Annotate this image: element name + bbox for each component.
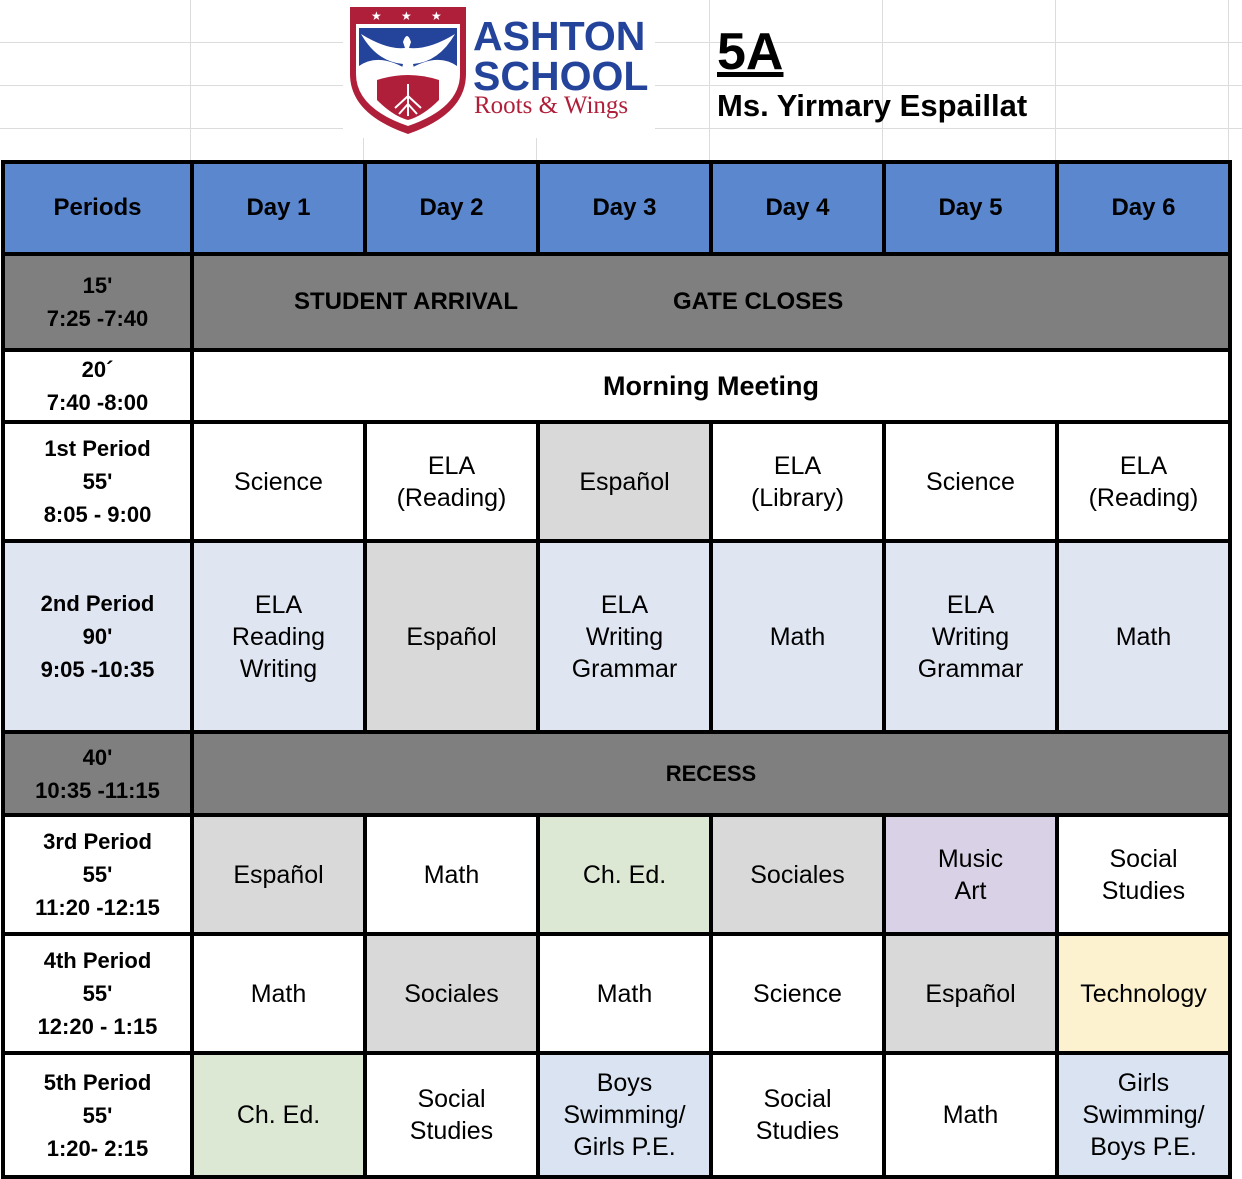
subject-line: Ch. Ed. <box>582 860 667 889</box>
column-header[interactable]: Day 3 <box>538 162 711 254</box>
subject-cell[interactable] <box>884 1053 1057 1177</box>
period-4-row <box>3 934 1230 1053</box>
period-name: 5th Period <box>43 1069 152 1095</box>
subject-line: Writing <box>585 622 664 651</box>
subject-line: Grammar <box>571 654 678 683</box>
period-duration: 55' <box>82 469 113 494</box>
subject-line: Sociales <box>404 979 499 1008</box>
subject-cell[interactable] <box>884 422 1057 541</box>
period-cell[interactable] <box>3 732 192 815</box>
subject-cell[interactable] <box>711 541 884 732</box>
subject-line: Swimming/ <box>1082 1101 1205 1129</box>
subject-cell[interactable] <box>884 934 1057 1053</box>
column-header[interactable]: Day 4 <box>711 162 884 254</box>
gate-closes-label: GATE CLOSES <box>673 288 844 315</box>
arrival-cell[interactable] <box>192 254 1230 350</box>
class-code: 5A <box>717 23 784 81</box>
subject-cell[interactable] <box>192 934 365 1053</box>
period-cell[interactable] <box>3 422 192 541</box>
period-time: 7:40 -8:00 <box>46 390 149 415</box>
subject-line: Ch. Ed. <box>236 1101 321 1129</box>
recess-row <box>3 732 1230 815</box>
period-5-row <box>3 1053 1230 1177</box>
subject-line: Math <box>423 860 480 889</box>
svg-text:★: ★ <box>401 9 412 23</box>
subject-line: Science <box>753 979 842 1008</box>
subject-cell[interactable] <box>365 934 538 1053</box>
period-time: 1:20- 2:15 <box>46 1135 149 1161</box>
subject-line: Writing <box>239 654 318 683</box>
subject-line: ELA <box>600 590 649 619</box>
subject-line: Girls P.E. <box>573 1133 676 1161</box>
subject-cell[interactable] <box>365 541 538 732</box>
school-name-line1: ASHTON <box>473 13 646 59</box>
subject-line: Science <box>234 467 323 496</box>
subject-line: Social <box>1109 844 1178 873</box>
subject-line: Math <box>1115 622 1172 651</box>
meeting-row <box>3 350 1230 422</box>
period-cell[interactable] <box>3 541 192 732</box>
subject-cell[interactable] <box>192 815 365 934</box>
subject-cell[interactable] <box>538 815 711 934</box>
period-1-row <box>3 422 1230 541</box>
subject-line: Studies <box>755 1117 840 1145</box>
subject-line: Boys P.E. <box>1090 1133 1197 1161</box>
period-time: 9:05 -10:35 <box>40 657 155 682</box>
subject-cell[interactable] <box>538 541 711 732</box>
grid-line <box>190 0 191 162</box>
subject-line: ELA <box>1119 451 1168 480</box>
subject-cell[interactable] <box>365 815 538 934</box>
shield-emblem-icon <box>347 4 469 136</box>
subject-cell[interactable] <box>192 541 365 732</box>
subject-line: Social <box>763 1085 832 1113</box>
period-duration: 40' <box>82 744 113 770</box>
subject-cell[interactable] <box>711 1053 884 1177</box>
subject-cell[interactable] <box>538 934 711 1053</box>
subject-line: Girls <box>1117 1069 1170 1097</box>
subject-line: (Reading) <box>396 483 507 512</box>
arrival-row <box>3 254 1230 350</box>
subject-line: (Reading) <box>1088 483 1199 512</box>
subject-cell[interactable] <box>711 422 884 541</box>
subject-line: Español <box>579 467 670 496</box>
subject-line: Math <box>942 1101 999 1129</box>
period-3-row <box>3 815 1230 934</box>
subject-line: ELA <box>427 451 476 480</box>
period-time: 7:25 -7:40 <box>46 306 149 331</box>
svg-text:★: ★ <box>431 9 442 23</box>
subject-line: Art <box>954 876 987 905</box>
subject-line: Technology <box>1080 979 1207 1008</box>
period-duration: 20´ <box>81 357 114 382</box>
period-name: 2nd Period <box>40 591 155 616</box>
subject-line: Español <box>925 979 1016 1008</box>
subject-line: Math <box>596 979 653 1008</box>
grid-line <box>882 0 883 162</box>
period-time: 12:20 - 1:15 <box>37 1014 158 1039</box>
subject-cell[interactable] <box>538 422 711 541</box>
column-header[interactable]: Day 5 <box>884 162 1057 254</box>
column-header[interactable]: Periods <box>3 162 192 254</box>
recess-cell[interactable]: RECESS <box>192 732 1230 815</box>
subject-line: Studies <box>409 1117 494 1145</box>
period-cell[interactable] <box>3 254 192 350</box>
subject-line: Music <box>937 844 1004 873</box>
header-row <box>3 162 1230 254</box>
period-duration: 55' <box>82 981 113 1006</box>
period-cell[interactable] <box>3 934 192 1053</box>
column-header[interactable]: Day 2 <box>365 162 538 254</box>
grid-line <box>1228 0 1229 162</box>
period-time: 10:35 -11:15 <box>35 777 160 803</box>
subject-cell[interactable] <box>1057 422 1230 541</box>
period-name: 1st Period <box>44 436 151 461</box>
morning-meeting-cell[interactable]: Morning Meeting <box>192 350 1230 422</box>
subject-cell[interactable] <box>1057 541 1230 732</box>
student-arrival-label: STUDENT ARRIVAL <box>294 288 518 315</box>
svg-text:★: ★ <box>371 9 382 23</box>
subject-line: Social <box>417 1085 486 1113</box>
subject-cell[interactable] <box>1057 815 1230 934</box>
subject-cell[interactable] <box>711 815 884 934</box>
subject-cell[interactable] <box>365 1053 538 1177</box>
period-cell[interactable] <box>3 350 192 422</box>
subject-line: Math <box>769 622 826 651</box>
period-duration: 55' <box>82 862 113 887</box>
subject-cell[interactable] <box>1057 934 1230 1053</box>
subject-cell[interactable] <box>192 422 365 541</box>
subject-line: Math <box>250 979 307 1008</box>
teacher-name: Ms. Yirmary Espaillat <box>717 88 1028 123</box>
subject-line: Science <box>926 467 1015 496</box>
subject-line: Writing <box>931 622 1010 651</box>
subject-cell[interactable] <box>711 934 884 1053</box>
subject-line: ELA <box>254 590 303 619</box>
period-duration: 15' <box>82 273 113 298</box>
subject-cell[interactable] <box>884 541 1057 732</box>
subject-line: Español <box>406 622 497 651</box>
school-logo <box>343 0 655 138</box>
timetable <box>1 160 1232 1179</box>
period-duration: 90' <box>82 624 113 649</box>
school-tagline: Roots & Wings <box>474 92 629 119</box>
period-time: 11:20 -12:15 <box>35 895 160 920</box>
period-cell[interactable] <box>3 1053 192 1177</box>
subject-cell[interactable] <box>1057 1053 1230 1177</box>
subject-cell[interactable] <box>192 1053 365 1177</box>
subject-line: ELA <box>946 590 995 619</box>
column-header[interactable]: Day 1 <box>192 162 365 254</box>
subject-line: Swimming/ <box>563 1101 686 1129</box>
period-2-row <box>3 541 1230 732</box>
period-duration: 55' <box>82 1102 113 1128</box>
period-name: 4th Period <box>43 948 152 973</box>
subject-line: (Library) <box>750 483 845 512</box>
subject-line: Español <box>233 860 324 889</box>
subject-line: Sociales <box>750 860 845 889</box>
period-cell[interactable] <box>3 815 192 934</box>
period-time: 8:05 - 9:00 <box>43 502 152 527</box>
subject-line: Grammar <box>917 654 1024 683</box>
subject-line: ELA <box>773 451 822 480</box>
subject-cell[interactable] <box>365 422 538 541</box>
grid-line <box>709 0 710 162</box>
subject-line: Boys <box>596 1069 653 1097</box>
grid-line <box>1055 0 1056 162</box>
subject-cell[interactable] <box>538 1053 711 1177</box>
subject-cell[interactable] <box>884 815 1057 934</box>
column-header[interactable]: Day 6 <box>1057 162 1230 254</box>
period-name: 3rd Period <box>43 829 152 854</box>
school-name-line2: SCHOOL <box>473 53 649 99</box>
subject-line: Reading <box>231 622 326 651</box>
subject-line: Studies <box>1101 876 1186 905</box>
